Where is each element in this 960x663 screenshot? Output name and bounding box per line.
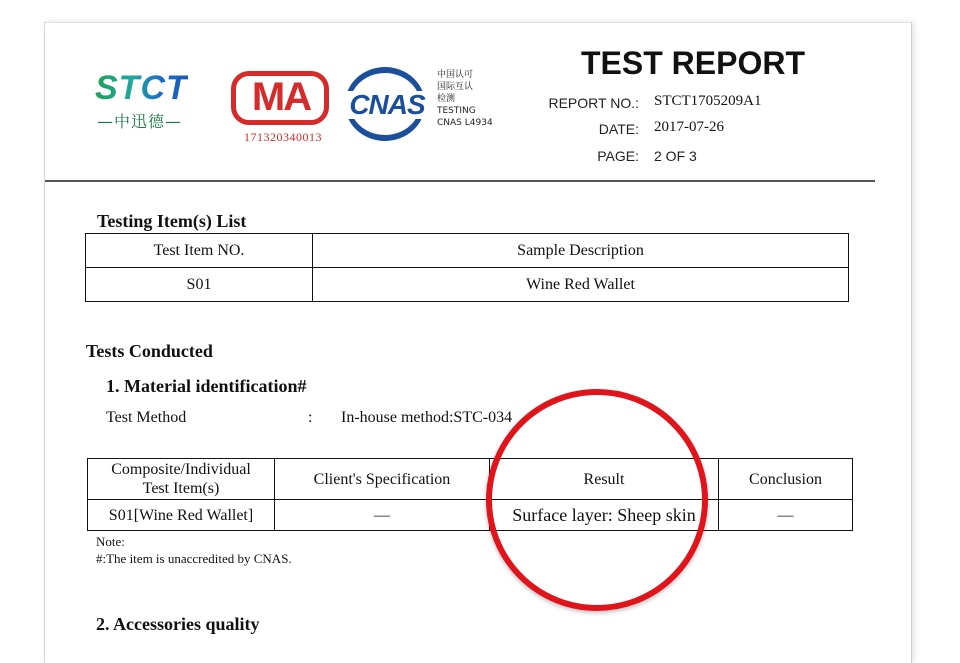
column-header: Sample Description — [313, 234, 849, 268]
column-header-conclusion: Conclusion — [719, 459, 853, 500]
note-label: Note: — [96, 534, 125, 549]
table-row — [86, 268, 849, 302]
stct-logo-text: STCT — [95, 69, 188, 107]
cnas-line: CNAS L4934 — [437, 118, 493, 128]
table-cell-conclusion: — — [719, 500, 853, 531]
page-label: PAGE: — [597, 148, 639, 164]
test-method-value: In-house method:STC-034 — [341, 409, 513, 426]
table-header-row — [88, 459, 853, 500]
cnas-line: 国际互认 — [437, 82, 474, 92]
report-no-value: STCT1705209A1 — [654, 93, 762, 109]
header-line: Test Item(s) — [142, 480, 220, 497]
testing-items-table — [85, 233, 849, 302]
header-line: Composite/Individual — [111, 461, 251, 478]
table-header-row — [86, 234, 849, 268]
cnas-line: 检测 — [437, 94, 456, 104]
table-cell: Wine Red Wallet — [313, 268, 849, 302]
note-text: #:The item is unaccredited by CNAS. — [96, 551, 292, 566]
section-2-title: 2. Accessories quality — [96, 614, 260, 634]
report-page — [44, 22, 912, 663]
material-identification-table — [87, 458, 853, 531]
cma-logo — [231, 67, 333, 147]
cnas-line: TESTING — [437, 106, 476, 116]
column-header-result: Result — [490, 459, 719, 500]
date-value: 2017-07-26 — [654, 119, 724, 135]
tests-conducted-heading: Tests Conducted — [86, 341, 213, 361]
cnas-line: 中国认可 — [437, 70, 474, 80]
table-cell-spec: — — [275, 500, 490, 531]
cnas-logo-text: CNAS — [349, 89, 425, 120]
report-title: TEST REPORT — [581, 45, 806, 81]
cnas-logo — [341, 67, 433, 141]
column-header: Test Item NO. — [86, 234, 313, 268]
table-row — [88, 500, 853, 531]
table-cell: S01 — [86, 268, 313, 302]
column-header-spec: Client's Specification — [275, 459, 490, 500]
section-1-title: 1. Material identification# — [106, 376, 307, 396]
table-cell-item: S01[Wine Red Wallet] — [88, 500, 275, 531]
cma-logo-letters: MA — [251, 75, 311, 119]
report-no-label: REPORT NO.: — [548, 95, 639, 111]
column-header-item — [88, 459, 275, 500]
cma-logo-number: 171320340013 — [244, 130, 322, 144]
testing-items-heading: Testing Item(s) List — [97, 211, 247, 231]
test-method-label: Test Method — [106, 409, 187, 426]
table-cell-result: Surface layer: Sheep skin — [490, 500, 719, 531]
date-label: DATE: — [598, 121, 639, 137]
stct-logo — [95, 71, 225, 131]
highlight-circle — [486, 389, 708, 611]
page-value: 2 OF 3 — [654, 148, 697, 164]
header-divider — [45, 180, 875, 182]
stct-logo-subtitle: —中迅德— — [97, 112, 183, 131]
test-method-colon: : — [308, 409, 313, 426]
